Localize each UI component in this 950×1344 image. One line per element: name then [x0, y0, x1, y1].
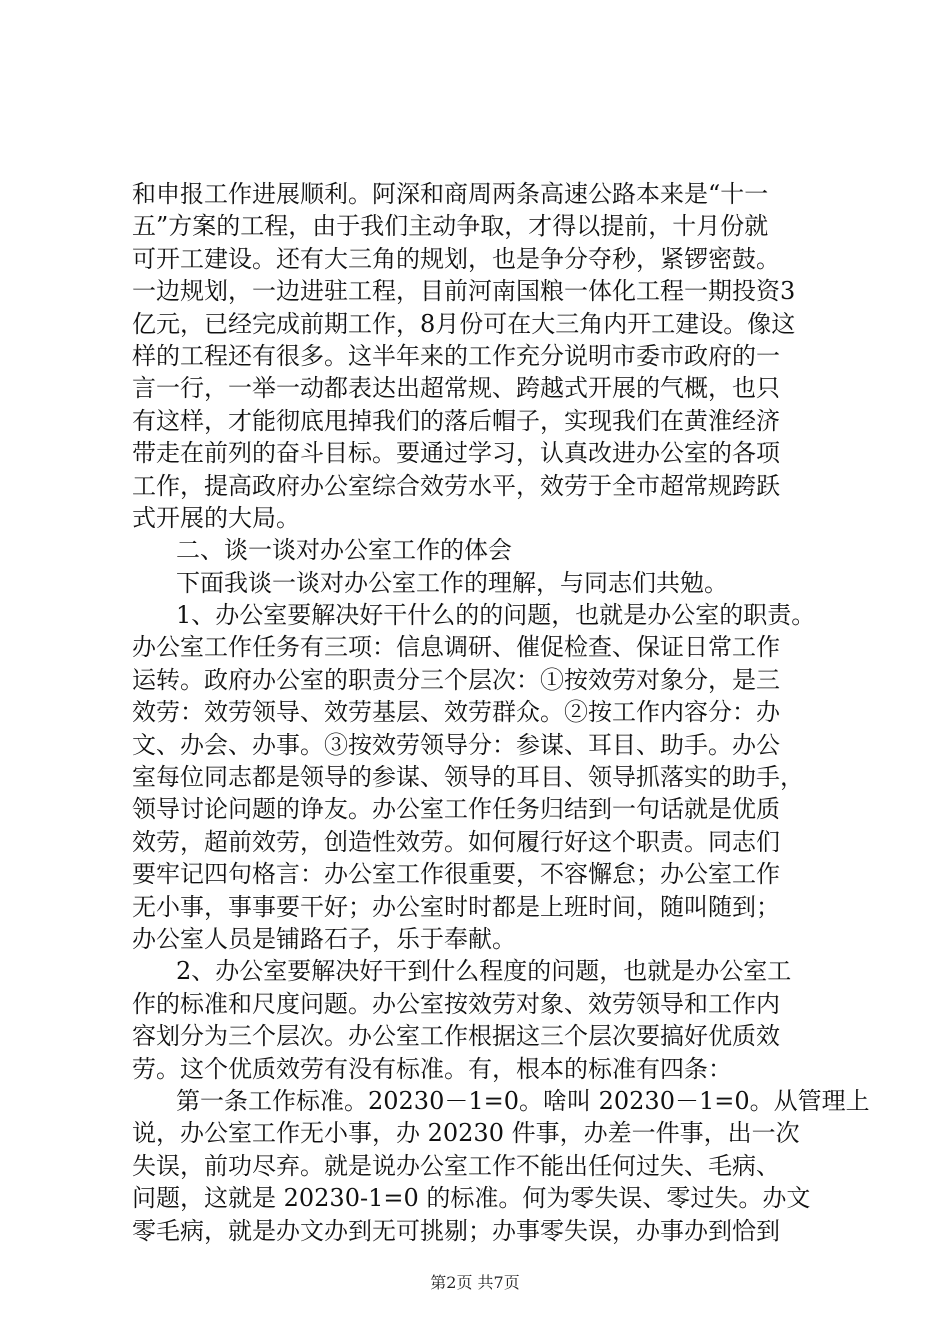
- text-line: 办公室工作任务有三项：信息调研、催促检查、保证日常工作: [132, 633, 780, 662]
- text-line: 文、办会、办事。③按效劳领导分：参谋、耳目、助手。办公: [132, 730, 780, 759]
- text-line: 言一行，一举一动都表达出超常规、跨越式开展的气概，也只: [132, 374, 780, 403]
- text-line: 下面我谈一谈对办公室工作的理解，与同志们共勉。: [176, 568, 728, 597]
- text-line: 效劳，超前效劳，创造性效劳。如何履行好这个职责。同志们: [132, 827, 780, 856]
- text-line: 式开展的大局。: [132, 503, 300, 532]
- text-line: 2、办公室要解决好干到什么程度的问题，也就是办公室工: [176, 957, 792, 986]
- text-line: 说，办公室工作无小事，办 20230 件事，办差一件事，出一次: [132, 1119, 800, 1148]
- text-line: 亿元，已经完成前期工作，8月份可在大三角内开工建设。像这: [132, 309, 796, 338]
- text-line: 要牢记四句格言：办公室工作很重要，不容懈怠；办公室工作: [132, 860, 780, 889]
- text-line: 一边规划，一边进驻工程，目前河南国粮一体化工程一期投资3: [132, 277, 796, 306]
- text-line: 和申报工作进展顺利。阿深和商周两条高速公路本来是“十一: [132, 180, 769, 208]
- text-line: 二、谈一谈对办公室工作的体会: [176, 536, 512, 565]
- text-line: 工作，提高政府办公室综合效劳水平，效劳于全市超常规跨跃: [132, 471, 780, 500]
- text-line: 运转。政府办公室的职责分三个层次：①按效劳对象分，是三: [132, 665, 780, 694]
- page-footer: 第2页 共7页: [430, 1273, 520, 1292]
- text-line: 领导讨论问题的诤友。办公室工作任务归结到一句话就是优质: [132, 795, 780, 824]
- body-text: [132, 178, 870, 1247]
- text-line: 容划分为三个层次。办公室工作根据这三个层次要搞好优质效: [132, 1022, 780, 1051]
- text-line: 劳。这个优质效劳有没有标准。有，根本的标准有四条：: [132, 1054, 732, 1083]
- text-line: 带走在前列的奋斗目标。要通过学习，认真改进办公室的各项: [132, 439, 780, 468]
- text-line: 效劳：效劳领导、效劳基层、效劳群众。②按工作内容分：办: [132, 698, 780, 727]
- text-line: 无小事，事事要干好；办公室时时都是上班时间，随叫随到；: [132, 892, 780, 921]
- text-line: 有这样，才能彻底甩掉我们的落后帽子，实现我们在黄淮经济: [132, 406, 780, 435]
- text-line: 可开工建设。还有大三角的规划，也是争分夺秒，紧锣密鼓。: [132, 244, 780, 273]
- text-line: 作的标准和尺度问题。办公室按效劳对象、效劳领导和工作内: [132, 989, 780, 1018]
- text-line: 样的工程还有很多。这半年来的工作充分说明市委市政府的一: [132, 341, 780, 370]
- text-line: 室每位同志都是领导的参谋、领导的耳目、领导抓落实的助手，: [132, 763, 804, 792]
- text-line: 零毛病，就是办文办到无可挑剔；办事零失误，办事办到恰到: [132, 1216, 780, 1245]
- text-line: 失误，前功尽弃。就是说办公室工作不能出任何过失、毛病、: [132, 1151, 780, 1180]
- text-line: 1、办公室要解决好干什么的的问题，也就是办公室的职责。: [176, 601, 816, 630]
- text-line: 办公室人员是铺路石子，乐于奉献。: [132, 924, 516, 953]
- text-line: 五”方案的工程，由于我们主动争取，才得以提前，十月份就: [132, 212, 769, 241]
- text-line: 第一条工作标准。20230－1=0。啥叫 20230－1=0。从管理上: [176, 1086, 870, 1115]
- text-line: 问题，这就是 20230-1=0 的标准。何为零失误、零过失。办文: [132, 1184, 811, 1213]
